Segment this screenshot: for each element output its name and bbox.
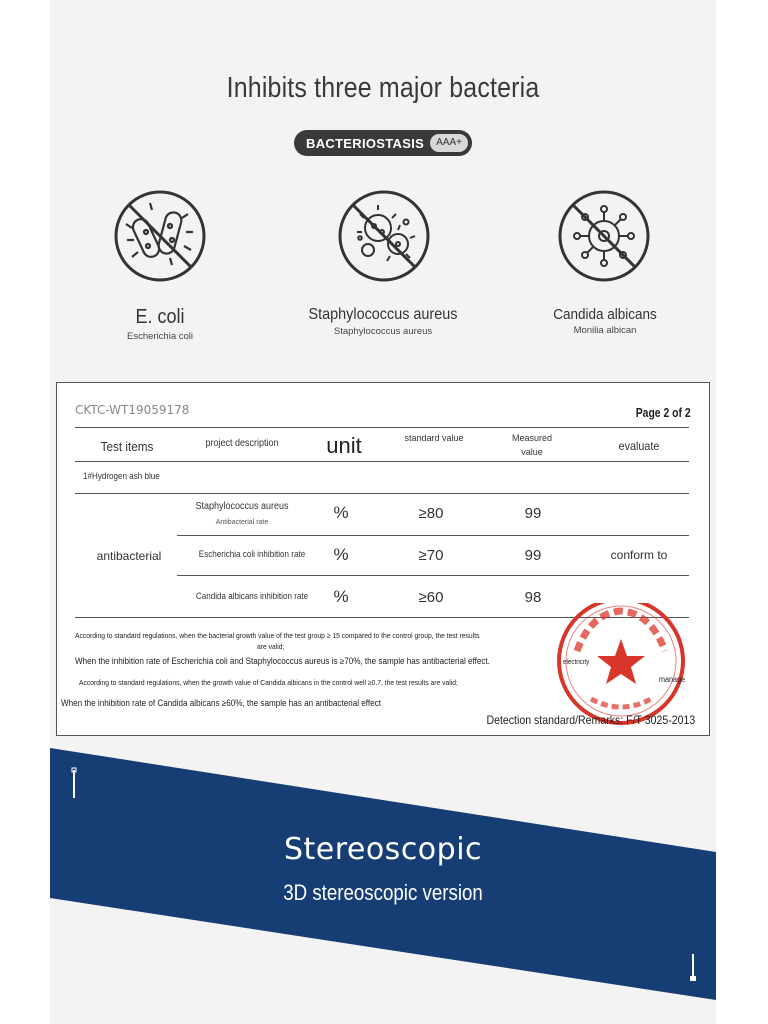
- report-note: are valid;: [257, 642, 285, 651]
- stamp-label: manage: [659, 675, 686, 684]
- row-measured-value: 98: [524, 589, 542, 606]
- row-description: Escherichia coli inhibition rate: [198, 549, 306, 560]
- header-unit: unit: [326, 433, 362, 458]
- row-description: Staphylococcus aureus: [195, 501, 289, 512]
- row-sub-description: Antibacterial rate: [215, 519, 269, 526]
- row-unit: %: [333, 545, 349, 564]
- header-measured-value: Measured value: [511, 433, 553, 457]
- row-unit: %: [333, 503, 349, 522]
- candida-prohibited-icon: [556, 188, 652, 284]
- row-measured-value: 99: [524, 505, 542, 522]
- stereoscopic-banner: [50, 748, 716, 1000]
- banner-title: Stereoscopic: [283, 832, 483, 867]
- bacteria-scientific-name: Escherichia coli: [127, 331, 193, 342]
- bacteria-name: Staphylococcus aureus: [308, 306, 458, 323]
- bacteria-ecoli-label: [80, 306, 240, 342]
- bacteria-scientific-name: Monilia albican: [573, 325, 637, 336]
- row-rule: [177, 535, 689, 536]
- report-note: According to standard regulations, when the growth value of Candida albicans in the control well ≥0.7, the test results are valid;: [79, 678, 458, 687]
- header-project-description: project description: [205, 438, 279, 449]
- bacteriostasis-badge: [294, 130, 472, 156]
- row-description: Candida albicans inhibition rate: [195, 591, 309, 602]
- bacteria-name: E. coli: [135, 306, 185, 328]
- staphylococcus-prohibited-icon: [336, 188, 432, 284]
- ecoli-prohibited-icon: [112, 188, 208, 284]
- header-rule: [75, 461, 689, 462]
- bacteria-scientific-name: Staphylococcus aureus: [333, 326, 433, 337]
- category-label: antibacterial: [96, 549, 162, 563]
- report-page-number: Page 2 of 2: [636, 405, 691, 420]
- page-title: Inhibits three major bacteria: [226, 72, 540, 104]
- report-note: According to standard regulations, when the bacterial growth value of the test group ≥ 15 compared to the control group, the test results: [75, 631, 480, 640]
- row-unit: %: [333, 587, 349, 606]
- report-note: When the inhibition rate of Escherichia coli and Staphylococcus aureus is ≥70%, the sample has antibacterial effect.: [75, 656, 490, 666]
- header-evaluate: evaluate: [618, 439, 660, 453]
- row-standard-value: ≥70: [418, 547, 444, 564]
- evaluation-result: conform to: [610, 548, 668, 562]
- bacteria-candida-label: [520, 306, 690, 336]
- row-standard-value: ≥80: [418, 505, 444, 522]
- product-panel: [50, 0, 716, 1024]
- row-standard-value: ≥60: [418, 589, 444, 606]
- header-standard-value: standard value: [404, 433, 464, 443]
- banner-background: [50, 748, 716, 1000]
- bacteria-name: Candida albicans: [553, 306, 657, 323]
- report-code: CKTC-WT19059178: [75, 403, 190, 417]
- header-test-items: Test items: [100, 439, 154, 454]
- table-top-rule: [75, 427, 689, 428]
- banner-subtitle: 3D stereoscopic version: [283, 880, 483, 905]
- test-report: [56, 382, 710, 736]
- sample-name: 1#Hydrogen ash blue: [83, 471, 160, 482]
- badge-grade-label: AAA+: [430, 134, 468, 152]
- row-rule: [177, 575, 689, 576]
- row-measured-value: 99: [524, 547, 542, 564]
- report-note: When the inhibition rate of Candida albicans ≥60%, the sample has an antibacterial effect: [61, 698, 381, 708]
- badge-main-label: BACTERIOSTASIS: [306, 135, 425, 151]
- bacteria-staphylococcus-label: [288, 306, 478, 337]
- stamp-label: electricity: [563, 659, 590, 666]
- detection-standard: Detection standard/Remarks: F/T 3025-2013: [486, 713, 695, 727]
- sample-rule: [75, 493, 689, 494]
